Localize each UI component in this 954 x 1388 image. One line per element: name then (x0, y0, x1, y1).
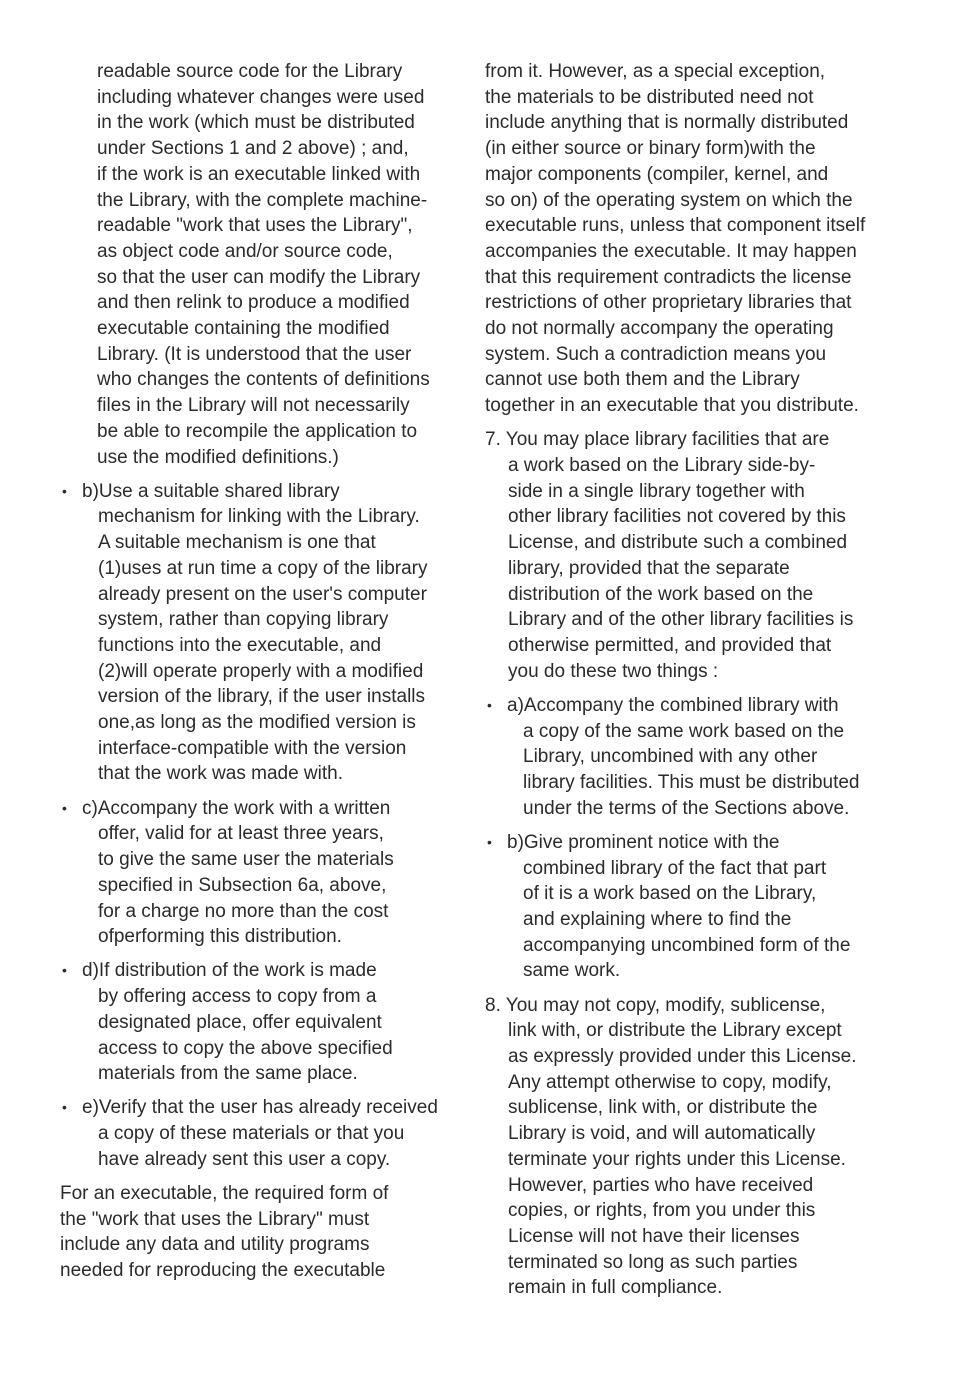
text-line: already present on the user's computer (98, 583, 427, 605)
text-line: major components (compiler, kernel, and (485, 163, 829, 185)
text-line: a work based on the Library side-by- (508, 455, 816, 477)
text-line: from it. However, as a special exception, (485, 61, 826, 82)
text-line: materials from the same place. (98, 1063, 358, 1085)
text-line: restrictions of other proprietary libraries that (485, 292, 852, 314)
text-line: including whatever changes were used (97, 86, 425, 108)
text-line: side in a single library together with (508, 480, 805, 502)
executable-paragraph (60, 1181, 452, 1284)
text-line: version of the library, if the user installs (98, 686, 426, 708)
text-line: so that the user can modify the Library (97, 266, 421, 288)
text-line: terminated so long as such parties (508, 1251, 798, 1273)
text-line: accompanies the executable. It may happen (485, 240, 857, 262)
text-line: system. Such a contradiction means you (485, 343, 827, 365)
text-line: cannot use both them and the Library (485, 369, 800, 391)
list-item-b (60, 479, 452, 787)
text-line: include anything that is normally distributed (485, 112, 849, 134)
text-line: functions into the executable, and (98, 634, 382, 656)
text-line: that the work was made with. (98, 763, 343, 785)
text-line: the materials to be distributed need not (485, 86, 814, 108)
text-line: a copy of the same work based on the (523, 720, 845, 742)
list-item-c (60, 796, 452, 950)
text-line: License, and distribute such a combined (508, 532, 848, 554)
numbered-item-8 (485, 993, 880, 1301)
text-line: terminate your rights under this License. (508, 1148, 846, 1170)
text-line: have already sent this user a copy. (98, 1148, 391, 1170)
text-line: of it is a work based on the Library, (523, 883, 817, 905)
text-line: sublicense, link with, or distribute the (508, 1097, 818, 1119)
text-line: under the terms of the Sections above. (523, 797, 850, 819)
text-line: offer, valid for at least three years, (98, 823, 384, 845)
text-line: library facilities. This must be distributed (523, 771, 860, 793)
text-line: readable source code for the Library (97, 61, 403, 82)
text-line: use the modified definitions.) (97, 446, 339, 468)
text-line: A suitable mechanism is one that (98, 532, 376, 554)
text-line: and then relink to produce a modified (97, 292, 410, 314)
text-line: For an executable, the required form of (60, 1183, 389, 1205)
text-line: (1)uses at run time a copy of the library (98, 557, 428, 579)
bullet-icon: • (62, 799, 67, 816)
text-line: same work. (523, 960, 621, 982)
text-line: who changes the contents of definitions (97, 369, 430, 391)
text-line: executable containing the modified (97, 318, 390, 340)
text-line: However, parties who have received (508, 1174, 814, 1196)
list-item-b (485, 830, 880, 984)
text-line: to give the same user the materials (98, 849, 394, 871)
text-line: one,as long as the modified version is (98, 712, 416, 734)
text-line: (in either source or binary form)with the (485, 138, 816, 160)
text-line: Any attempt otherwise to copy, modify, (508, 1071, 832, 1093)
text-line: and explaining where to find the (523, 909, 792, 930)
bullet-icon: • (487, 833, 492, 850)
text-line: library, provided that the separate (508, 557, 790, 579)
text-line: Library is void, and will automatically (508, 1123, 816, 1145)
continued-list-text (60, 59, 452, 470)
text-line: b)Use a suitable shared library (82, 480, 340, 502)
text-line: as object code and/or source code, (97, 240, 393, 262)
text-line: a)Accompany the combined library with (507, 694, 839, 716)
text-line: License will not have their licenses (508, 1225, 800, 1247)
text-line: be able to recompile the application to (97, 420, 418, 442)
list-item-d (60, 958, 452, 1087)
list-item-e (60, 1095, 452, 1172)
text-line: copies, or rights, from you under this (508, 1200, 816, 1222)
text-line: access to copy the above specified (98, 1037, 393, 1059)
text-line: you do these two things : (508, 660, 719, 682)
text-line: under Sections 1 and 2 above) ; and, (97, 138, 409, 160)
text-line: the Library, with the complete machine- (97, 189, 428, 211)
text-line: readable "work that uses the Library", (97, 215, 413, 237)
bullet-icon: • (62, 482, 67, 499)
text-line: a copy of these materials or that you (98, 1123, 405, 1145)
text-line: needed for reproducing the executable (60, 1260, 386, 1282)
text-line: link with, or distribute the Library except (508, 1020, 842, 1042)
text-line: files in the Library will not necessarily (97, 395, 410, 417)
text-line: by offering access to copy from a (98, 986, 377, 1008)
text-line: system, rather than copying library (98, 609, 389, 631)
text-line: Library, uncombined with any other (523, 746, 818, 768)
text-line: remain in full compliance. (508, 1277, 723, 1299)
text-line: that this requirement contradicts the license (485, 266, 852, 288)
text-line: accompanying uncombined form of the (523, 934, 851, 956)
text-line: specified in Subsection 6a, above, (98, 874, 387, 896)
numbered-item-7 (485, 427, 880, 684)
text-line: do not normally accompany the operating (485, 318, 834, 340)
text-line: combined library of the fact that part (523, 857, 827, 879)
text-line: interface-compatible with the version (98, 737, 407, 759)
text-line: as expressly provided under this License. (508, 1046, 857, 1068)
right-column (485, 59, 880, 1310)
text-line: 7. You may place library facilities that are (485, 429, 830, 451)
text-line: for a charge no more than the cost (98, 900, 389, 922)
text-line: so on) of the operating system on which the (485, 189, 853, 211)
text-line: Library and of the other library facilities is (508, 609, 854, 631)
text-line: e)Verify that the user has already received (82, 1097, 438, 1119)
left-column (60, 59, 452, 1292)
text-line: distribution of the work based on the (508, 583, 814, 605)
text-line: designated place, offer equivalent (98, 1011, 382, 1033)
text-line: otherwise permitted, and provided that (508, 634, 832, 656)
bullet-icon: • (487, 696, 492, 713)
exception-paragraph (485, 59, 880, 419)
text-line: c)Accompany the work with a written (82, 797, 391, 819)
text-line: Library. (It is understood that the user (97, 343, 412, 365)
bullet-icon: • (62, 962, 67, 979)
text-line: the "work that uses the Library" must (60, 1208, 370, 1230)
text-line: mechanism for linking with the Library. (98, 506, 420, 528)
text-line: in the work (which must be distributed (97, 112, 415, 134)
text-line: other library facilities not covered by this (508, 506, 846, 528)
text-line: executable runs, unless that component itself (485, 215, 866, 237)
text-line: if the work is an executable linked with (97, 163, 421, 185)
text-line: d)If distribution of the work is made (82, 960, 377, 982)
text-line: together in an executable that you distribute. (485, 395, 859, 417)
text-line: (2)will operate properly with a modified (98, 660, 424, 682)
text-line: include any data and utility programs (60, 1234, 370, 1256)
text-line: b)Give prominent notice with the (507, 831, 780, 853)
text-line: 8. You may not copy, modify, sublicense, (485, 994, 826, 1016)
bullet-icon: • (62, 1099, 67, 1116)
list-item-a (485, 693, 880, 822)
text-line: ofperforming this distribution. (98, 926, 342, 948)
